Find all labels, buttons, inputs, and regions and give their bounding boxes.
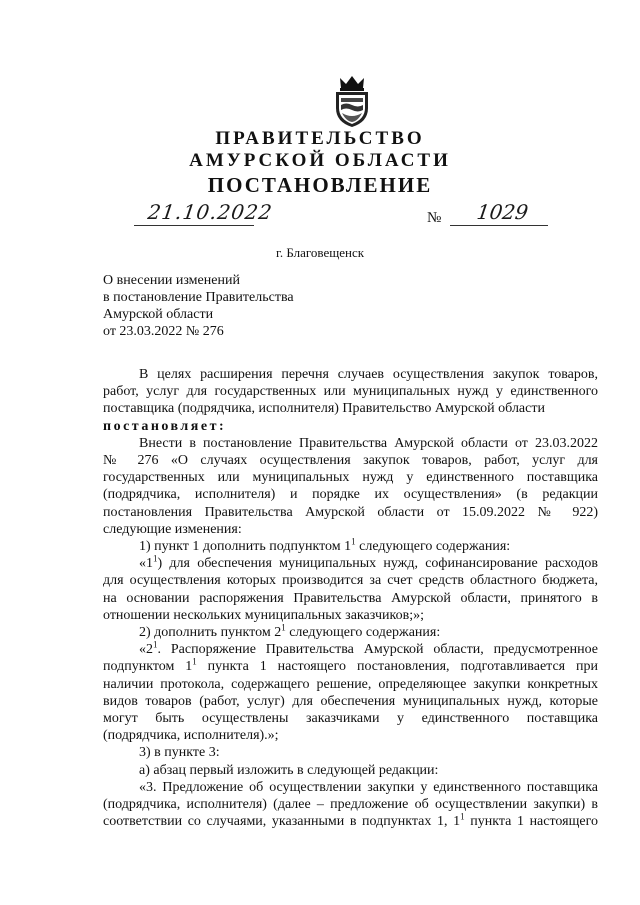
body-line: следующие изменения: bbox=[103, 521, 242, 537]
number-sign: № bbox=[427, 210, 442, 226]
amendment-item-2: 2) дополнить пунктом $2^1$ следующего содержания: bbox=[139, 622, 441, 641]
body-line: наличии протокола, содержащего решение, определяющее закупки конкретных bbox=[103, 676, 598, 692]
body-line: (подрядчика, исполнителя) и порядке их осуществления» (в редакции bbox=[103, 487, 598, 503]
body-line: постановления Правительства Амурской области от 15.09.2022 № 922) bbox=[103, 504, 598, 520]
decree-subject bbox=[103, 272, 294, 340]
government-title-line2: АМУРСКОЙ ОБЛАСТИ bbox=[189, 150, 451, 171]
body-line: «3. Предложение об осуществлении закупки у единственного поставщика bbox=[139, 779, 598, 795]
amendment-item-1: 1) пункт 1 дополнить подпунктом $1^1$ следующего содержания: bbox=[139, 536, 511, 555]
body-line: (подрядчика, исполнителя).»; bbox=[103, 728, 279, 744]
coat-of-arms-icon bbox=[330, 72, 374, 128]
decree-body bbox=[103, 366, 598, 830]
body-line: отношении нескольких муниципальных заказчиков;»; bbox=[103, 607, 424, 623]
document-type-title: ПОСТАНОВЛЕНИЕ bbox=[207, 173, 433, 197]
number-underline bbox=[450, 225, 548, 226]
body-line: № 276 «О случаях осуществления закупок товаров, работ, услуг для bbox=[103, 453, 598, 469]
handwritten-date: 21.10.2022 bbox=[146, 200, 275, 224]
decree-word: постановляет: bbox=[103, 418, 227, 434]
body-line: (подрядчика, исполнителя) (далее – предложение об осуществлении закупки) в bbox=[103, 797, 598, 813]
city-label: г. Благовещенск bbox=[275, 245, 365, 260]
amendment-item-2-text: «$2^1$. Распоряжение Правительства Амурской области, предусмотренное bbox=[139, 639, 598, 658]
amendment-item-1-text: «$1^1$) для обеспечения муниципальных нужд, софинансирование расходов bbox=[139, 553, 598, 572]
date-underline bbox=[134, 225, 254, 226]
body-line: могут быть осуществлены заказчиками у единственного поставщика bbox=[103, 711, 598, 727]
body-line: подпунктом $1^1$ пункта 1 настоящего постановления, подготавливается при bbox=[103, 656, 598, 675]
body-line: работ, услуг для государственных или муниципальных нужд у единственного bbox=[103, 384, 598, 400]
subject-line: в постановление Правительства bbox=[103, 290, 294, 305]
body-line: видов товаров (работ, услуг) для обеспечения муниципальных нужд, которые bbox=[103, 693, 598, 709]
government-title-line1: ПРАВИТЕЛЬСТВО bbox=[215, 128, 425, 149]
body-line: поставщика (подрядчика, исполнителя) Правительство Амурской области bbox=[103, 401, 545, 417]
body-line: для осуществления которых производится за счет средств областного бюджета, bbox=[103, 573, 598, 589]
body-line: государственных или муниципальных нужд у единственного поставщика bbox=[103, 470, 598, 486]
subject-line: О внесении изменений bbox=[103, 273, 240, 288]
subject-line: Амурской области bbox=[103, 307, 214, 322]
amendment-item-3: 3) в пункте 3: bbox=[139, 745, 220, 761]
body-line: В целях расширения перечня случаев осуществления закупок товаров, bbox=[139, 367, 598, 382]
subject-line: от 23.03.2022 № 276 bbox=[103, 324, 224, 339]
body-line: на основании распоряжения Правительства Амурской области, принятого в bbox=[103, 590, 598, 606]
amendment-item-3a: а) абзац первый изложить в следующей редакции: bbox=[139, 762, 439, 778]
body-line: Внести в постановление Правительства Амурской области от 23.03.2022 bbox=[139, 435, 598, 451]
body-line: соответствии со случаями, указанными в подпунктах 1, $1^1$ пункта 1 настоящего bbox=[103, 811, 598, 830]
handwritten-number: 1029 bbox=[475, 200, 530, 224]
